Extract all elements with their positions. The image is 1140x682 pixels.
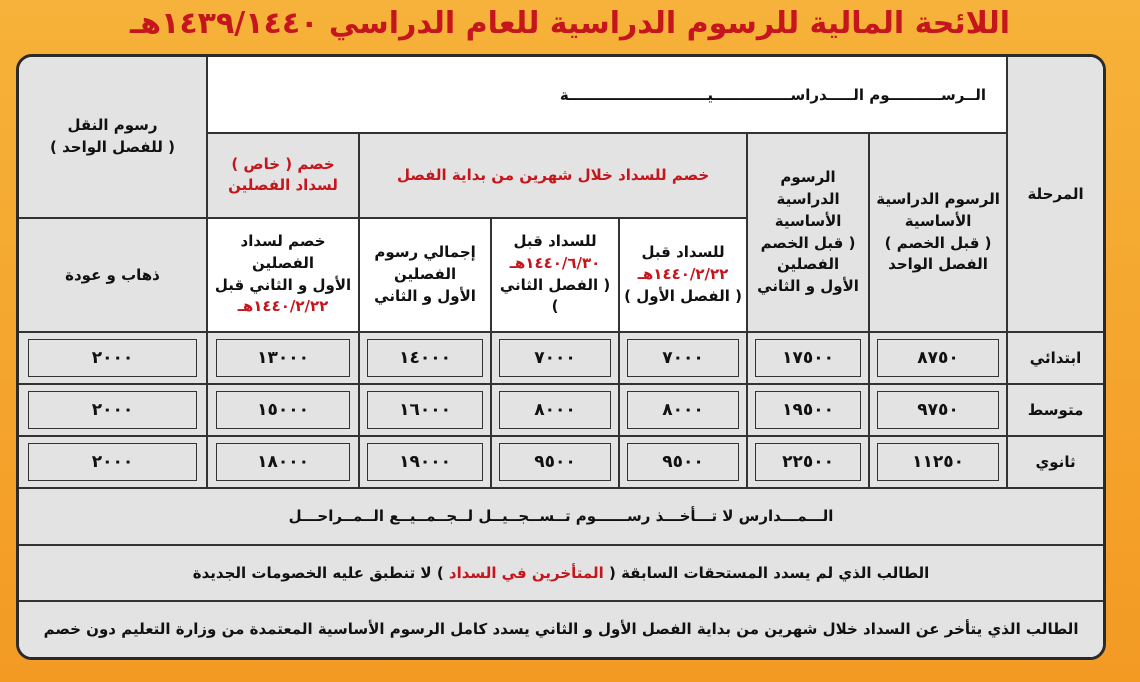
header-basic-one: الرسوم الدراسية الأساسية ( قبل الخصم ) الفصل الواحد (869, 133, 1007, 332)
cell-special (207, 384, 359, 436)
note-no-registration: الـــمـــدارس لا تـــأخـــذ رســــــوم تــســجــيــل لــجــمــيــع الــمــراحـــل (19, 488, 1103, 544)
header-special-discount (207, 218, 359, 332)
note-late-red: المتأخرين في السداد (448, 563, 604, 582)
table-row (19, 332, 1103, 384)
cell-basic-two (747, 332, 869, 384)
fees-table-frame (16, 54, 1106, 660)
special-discount-date: ١٤٤٠/٢/٢٢هـ (237, 297, 329, 316)
header-total-two: إجمالي رسوم الفصلين الأول و الثاني (359, 218, 491, 332)
header-pay-before-sem1 (619, 218, 747, 332)
value-box: ٢٠٠٠ (28, 339, 196, 377)
value-box: ١٤٠٠٠ (367, 339, 483, 377)
value-box: ٩٥٠٠ (499, 443, 611, 481)
value-box: ٢٠٠٠ (28, 443, 196, 481)
cell-special (207, 436, 359, 488)
value-box: ١٩٠٠٠ (367, 443, 483, 481)
cell-total (359, 436, 491, 488)
page-title: اللائحة المالية للرسوم الدراسية للعام الدراسي ١٤٣٩/١٤٤٠هـ (129, 6, 1011, 41)
note-full-fees: الطالب الذي يتأخر عن السداد خلال شهرين من بداية الفصل الأول و الثاني يسدد كامل الرسوم الأساسية المعتمدة من وزارة التعليم دون خصم (19, 601, 1103, 657)
cell-total (359, 332, 491, 384)
cell-sem1 (619, 384, 747, 436)
header-basic-two: الرسوم الدراسية الأساسية ( قبل الخصم الفصلين الأول و الثاني (747, 133, 869, 332)
value-box: ١٥٠٠٠ (216, 391, 350, 429)
table-row (19, 384, 1103, 436)
value-box: ٧٠٠٠ (627, 339, 739, 377)
pay-before-1-sem: ( الفصل الأول ) (624, 286, 742, 305)
value-box: ١٧٥٠٠ (755, 339, 862, 377)
cell-sem2 (491, 332, 619, 384)
pay-before-2-date: ١٤٤٠/٦/٣٠هـ (509, 253, 601, 272)
header-main-fees-text: الــرســــــــــوم الـــــدراســـــــــــــــيـــــــــــــــــــــــــــة (559, 85, 987, 104)
cell-transport (19, 384, 207, 436)
value-box: ١٩٥٠٠ (755, 391, 862, 429)
cell-basic-one (869, 332, 1007, 384)
value-box: ١٣٠٠٠ (216, 339, 350, 377)
value-box: ٧٠٠٠ (499, 339, 611, 377)
header-main-fees (207, 57, 1007, 133)
header-transport: رسوم النقل ( للفصل الواحد ) (19, 57, 207, 218)
special-discount-pre: خصم لسداد الفصلين الأول و الثاني قبل (214, 232, 352, 294)
cell-transport (19, 436, 207, 488)
header-discount-special: خصم ( خاص ) لسداد الفصلين (207, 133, 359, 217)
cell-sem1 (619, 332, 747, 384)
pay-before-2-sem: ( الفصل الثاني ) (499, 275, 611, 316)
value-box: ٩٥٠٠ (627, 443, 739, 481)
cell-total (359, 384, 491, 436)
cell-sem2 (491, 436, 619, 488)
value-box: ٨٧٥٠ (877, 339, 998, 377)
cell-sem2 (491, 384, 619, 436)
header-discount-two-months: خصم للسداد خلال شهرين من بداية الفصل (359, 133, 747, 217)
value-box: ١٦٠٠٠ (367, 391, 483, 429)
row-stage: ابتدائي (1007, 332, 1103, 384)
cell-basic-one (869, 436, 1007, 488)
value-box: ١١٢٥٠ (877, 443, 998, 481)
note-late-post: ) لا تنطبق عليه الخصومات الجديدة (192, 563, 444, 582)
cell-basic-one (869, 384, 1007, 436)
cell-sem1 (619, 436, 747, 488)
pay-before-1-pre: للسداد قبل (641, 243, 725, 262)
value-box: ٢٠٠٠ (28, 391, 196, 429)
value-box: ١٨٠٠٠ (216, 443, 350, 481)
cell-special (207, 332, 359, 384)
header-pay-before-sem2 (491, 218, 619, 332)
value-box: ٢٢٥٠٠ (755, 443, 862, 481)
value-box: ٨٠٠٠ (627, 391, 739, 429)
cell-transport (19, 332, 207, 384)
note-late-pre: الطالب الذي لم يسدد المستحقات السابقة ( (609, 563, 930, 582)
value-box: ٩٧٥٠ (877, 391, 998, 429)
cell-basic-two (747, 436, 869, 488)
value-box: ٨٠٠٠ (499, 391, 611, 429)
header-round-trip: ذهاب و عودة (19, 218, 207, 332)
note-late-payers (19, 545, 1103, 601)
cell-basic-two (747, 384, 869, 436)
fees-table (19, 57, 1103, 657)
pay-before-2-pre: للسداد قبل (513, 232, 597, 251)
table-row (19, 436, 1103, 488)
row-stage: ثانوي (1007, 436, 1103, 488)
pay-before-1-date: ١٤٤٠/٢/٢٢هـ (637, 264, 729, 283)
row-stage: متوسط (1007, 384, 1103, 436)
header-stage: المرحلة (1007, 57, 1103, 332)
